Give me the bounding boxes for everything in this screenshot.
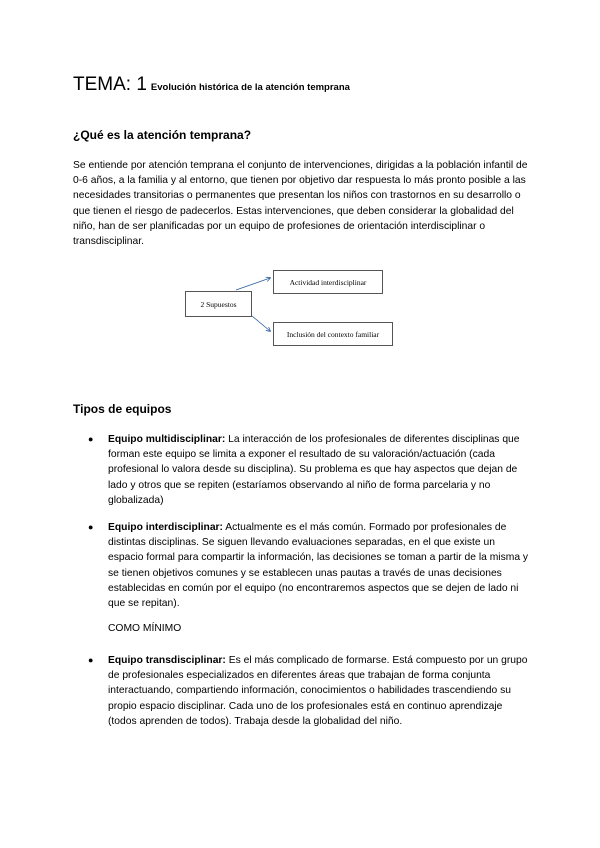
team-term: Equipo interdisciplinar:	[108, 522, 223, 533]
heading-what-is: ¿Qué es la atención temprana?	[73, 128, 252, 142]
minimum-note: COMO MÍNIMO	[108, 623, 182, 634]
supuestos-diagram	[160, 258, 400, 353]
team-item-multidisciplinar	[88, 432, 533, 508]
bullet-icon: ●	[88, 522, 94, 532]
definition-paragraph: Se entiende por atención temprana el conjunto de intervenciones, dirigidas a la población infantil de 0-6 años, a la familia y al entorno, que tienen por objetivo dar respuesta lo más pronto posible a las necesidades transitorias o permanentes que presentan los niños con trastornos en su desarrollo o que tienen el riesgo de padecerlos. Estas intervenciones, que deben considerar la globalidad del niño, han de ser planificadas por un equipo de profesiones de orientación interdisciplinar o transdisciplinar.	[73, 160, 528, 248]
team-term: Equipo multidisciplinar:	[108, 434, 226, 445]
team-description: La interacción de los profesionales de diferentes disciplinas que forman este equipo se limita a exponer el resultado de su valoración/actuación (cada profesional lo valora desde su disciplina). Su problema es que hay aspectos que dejan de lado y otros que se repiten (estaríamos observando al niño de forma parcelaria y no globalizada)	[108, 434, 520, 506]
title-subtitle: Evolución histórica de la atención temprana	[150, 82, 350, 93]
title-main: TEMA: 1	[73, 74, 147, 95]
diagram-top-box: Actividad interdisciplinar	[273, 270, 383, 294]
bullet-icon: ●	[88, 655, 94, 665]
team-item-transdisciplinar	[88, 653, 533, 729]
diagram-bottom-box: Inclusión del contexto familiar	[273, 322, 393, 346]
diagram-center-box: 2 Supuestos	[185, 291, 252, 317]
heading-team-types: Tipos de equipos	[73, 402, 172, 416]
arrow-bottom	[252, 316, 270, 331]
document-title	[73, 74, 350, 96]
arrow-top	[236, 278, 270, 290]
team-term: Equipo transdisciplinar:	[108, 655, 226, 666]
team-description: Actualmente es el más común. Formado por profesionales de distintas disciplinas. Se siguen llevando evaluaciones separadas, en el que existe un espacio formal para compartir la información, las decisiones se toman a partir de la misma y se tienen objetivos comunes y se establecen unas pautas a través de unas decisiones establecidas en común por el equipo (no encontraremos aspectos que se dejen de lado ni que se repitan).	[108, 522, 529, 610]
team-item-interdisciplinar	[88, 520, 533, 611]
bullet-icon: ●	[88, 434, 94, 444]
team-description: Es el más complicado de formarse. Está compuesto por un grupo de profesionales especializados en diferentes áreas que trabajan de forma conjunta interactuando, compartiendo información, conocimientos o habilidades trascendiendo su propio espacio disciplinar. Cada uno de los profesionales está en continuo aprendizaje (todos aprenden de todos). Trabaja desde la globalidad del niño.	[108, 655, 528, 727]
